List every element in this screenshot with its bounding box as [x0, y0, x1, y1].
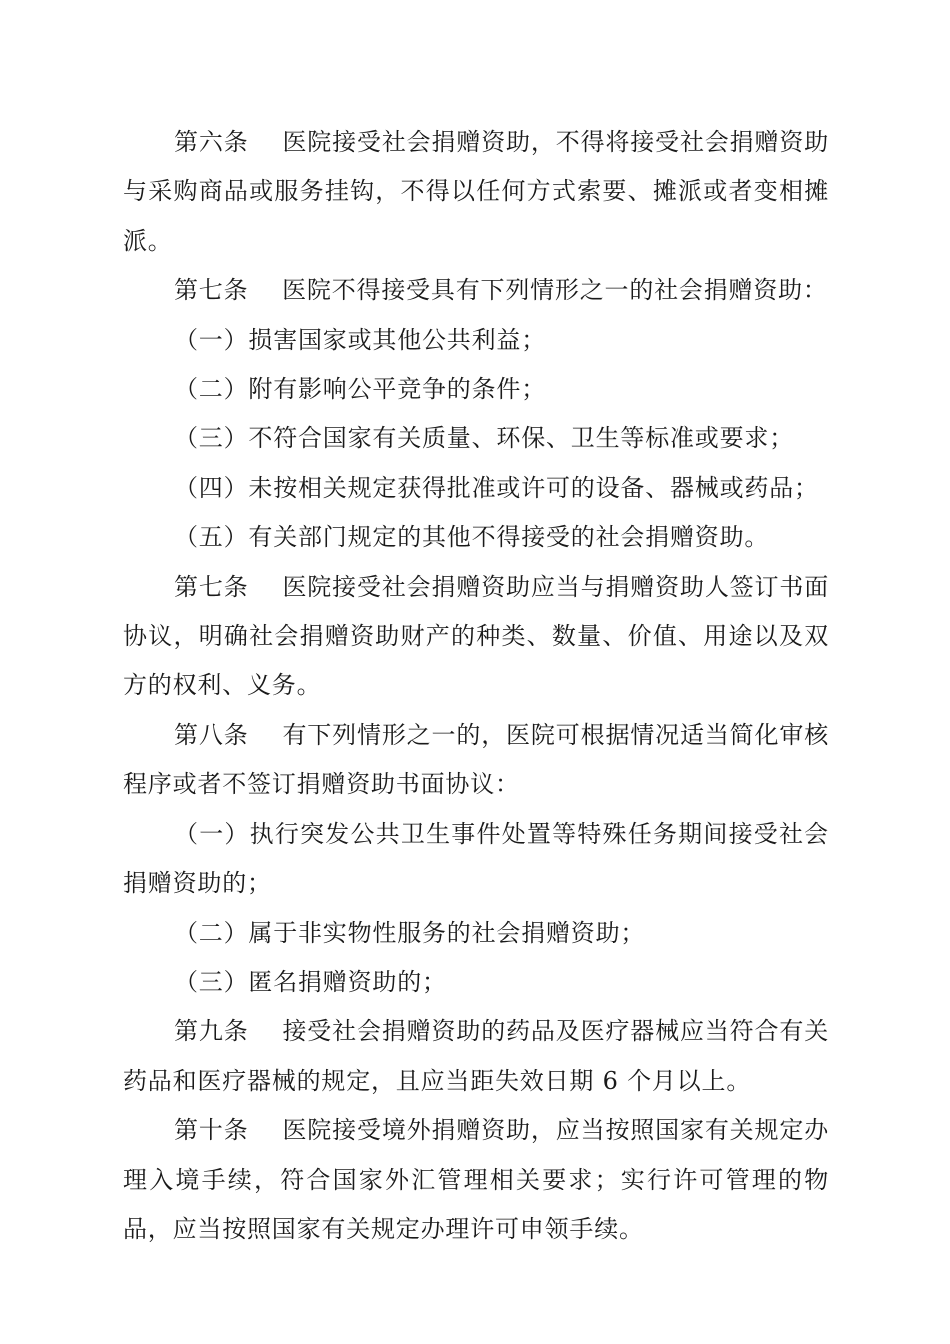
paragraph-text: 医院接受社会捐赠资助，不得将接受社会捐赠资助与采购商品或服务挂钩，不得以任何方式索要、摊派或者变相摊派。: [123, 128, 830, 255]
paragraph-text: （三）不符合国家有关质量、环保、卫生等标准或要求；: [174, 424, 794, 453]
article-number: 第九条: [174, 1017, 249, 1046]
paragraph-article-7b: [123, 563, 829, 711]
list-item: [123, 513, 829, 562]
list-item: [123, 365, 829, 414]
article-number: 第十条: [174, 1116, 249, 1145]
article-number: 第六条: [174, 128, 249, 156]
paragraph-text: 有下列情形之一的，医院可根据情况适当简化审核程序或者不签订捐赠资助书面协议：: [123, 720, 830, 799]
paragraph-article-8: [123, 711, 829, 810]
paragraph-article-7a: [123, 266, 829, 315]
paragraph-text: 医院接受境外捐赠资助，应当按照国家有关规定办理入境手续，符合国家外汇管理相关要求；实行许可管理的物品，应当按照国家有关规定办理许可申领手续。: [123, 1116, 830, 1243]
list-item: [123, 909, 829, 958]
article-number: 第七条: [174, 276, 249, 305]
paragraph-text: （三）匿名捐赠资助的；: [174, 967, 447, 996]
paragraph-text: 医院接受社会捐赠资助应当与捐赠资助人签订书面协议，明确社会捐赠资助财产的种类、数量、价值、用途以及双方的权利、义务。: [123, 572, 830, 700]
paragraph-text: （二）附有影响公平竞争的条件；: [174, 375, 546, 404]
list-item: [123, 316, 829, 365]
paragraph-article-9: [123, 1007, 829, 1106]
list-item: [123, 810, 829, 909]
list-item: [123, 464, 829, 513]
document-body: [123, 118, 829, 1254]
list-item: [123, 958, 829, 1007]
paragraph-text: （五）有关部门规定的其他不得接受的社会捐赠资助。: [174, 523, 770, 552]
list-item: [123, 414, 829, 463]
paragraph-article-10: [123, 1106, 829, 1254]
paragraph-text: （四）未按相关规定获得批准或许可的设备、器械或药品；: [174, 473, 819, 502]
paragraph-text: 接受社会捐赠资助的药品及医疗器械应当符合有关药品和医疗器械的规定，且应当距失效日期 6 个月以上。: [123, 1017, 830, 1095]
paragraph-text: （二）属于非实物性服务的社会捐赠资助；: [174, 918, 646, 947]
paragraph-text: （一）执行突发公共卫生事件处置等特殊任务期间接受社会捐赠资助的；: [123, 819, 829, 898]
article-number: 第七条: [174, 572, 249, 601]
paragraph-text: （一）损害国家或其他公共利益；: [174, 325, 546, 354]
paragraph-text: 医院不得接受具有下列情形之一的社会捐赠资助：: [282, 276, 828, 305]
article-number: 第八条: [174, 720, 249, 749]
paragraph-article-6: [123, 118, 829, 266]
